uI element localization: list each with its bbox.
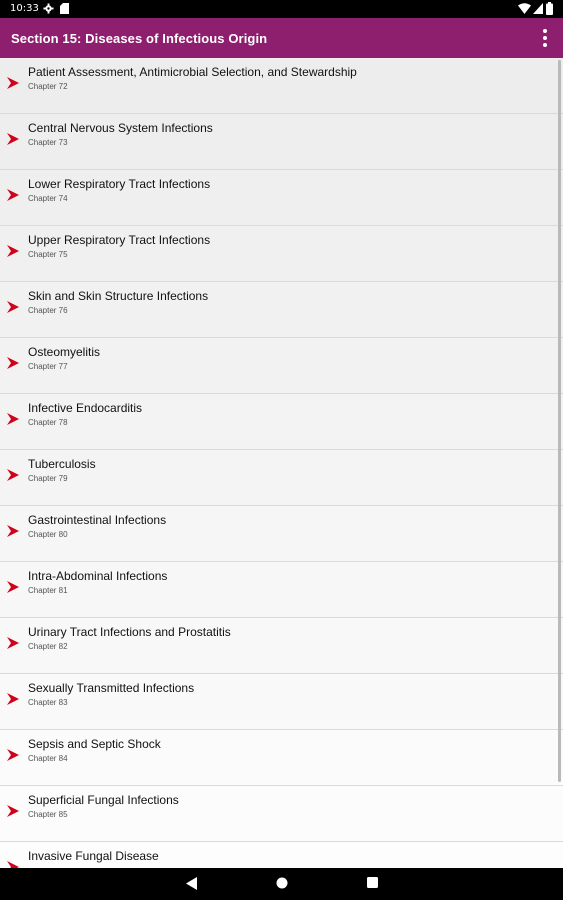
status-bar <box>0 0 563 18</box>
chapter-row[interactable] <box>0 170 563 226</box>
chapter-number: Chapter 77 <box>28 362 68 371</box>
more-options-icon[interactable] <box>541 28 549 48</box>
chapter-number: Chapter 85 <box>28 810 68 819</box>
chevron-right-icon <box>6 412 20 426</box>
scrollbar[interactable] <box>558 60 561 782</box>
chevron-right-icon <box>6 468 20 482</box>
chapter-number: Chapter 83 <box>28 698 68 707</box>
chapter-row[interactable] <box>0 58 563 114</box>
chapter-number: Chapter 76 <box>28 306 68 315</box>
chevron-right-icon <box>6 524 20 538</box>
chapter-title: Urinary Tract Infections and Prostatitis <box>28 625 231 639</box>
chapter-title: Osteomyelitis <box>28 345 101 359</box>
chapter-number: Chapter 72 <box>28 82 68 91</box>
chapter-row[interactable] <box>0 618 563 674</box>
chevron-right-icon <box>6 692 20 706</box>
sd-card-icon <box>60 3 69 14</box>
chapter-list <box>0 58 563 868</box>
chapter-row[interactable] <box>0 786 563 842</box>
chapter-row[interactable] <box>0 226 563 282</box>
chevron-right-icon <box>6 132 20 146</box>
app-bar <box>0 18 563 58</box>
chapter-row[interactable] <box>0 674 563 730</box>
navigation-bar <box>0 868 563 900</box>
chapter-number: Chapter 78 <box>28 418 68 427</box>
chapter-title: Sexually Transmitted Infections <box>28 681 195 695</box>
chevron-right-icon <box>6 188 20 202</box>
chevron-right-icon <box>6 748 20 762</box>
home-icon[interactable] <box>276 877 288 889</box>
chapter-row[interactable] <box>0 562 563 618</box>
chapter-title: Upper Respiratory Tract Infections <box>28 233 211 247</box>
chapter-title: Sepsis and Septic Shock <box>28 737 161 751</box>
chapter-row[interactable] <box>0 506 563 562</box>
chapter-title: Lower Respiratory Tract Infections <box>28 177 211 191</box>
chapter-number: Chapter 81 <box>28 586 68 595</box>
chapter-title: Tuberculosis <box>28 457 96 471</box>
page-title: Section 15: Diseases of Infectious Origin <box>11 31 268 46</box>
settings-icon <box>43 3 54 14</box>
chapter-title: Gastrointestinal Infections <box>28 513 167 527</box>
chapter-row[interactable] <box>0 394 563 450</box>
chapter-number: Chapter 74 <box>28 194 68 203</box>
wifi-icon <box>518 3 531 14</box>
chapter-row[interactable] <box>0 338 563 394</box>
signal-icon <box>533 3 543 14</box>
battery-icon <box>546 2 553 15</box>
chapter-title: Intra-Abdominal Infections <box>28 569 168 583</box>
chapter-title: Patient Assessment, Antimicrobial Selection, and Stewardship <box>28 65 357 79</box>
chapter-row[interactable] <box>0 114 563 170</box>
chapter-number: Chapter 84 <box>28 754 68 763</box>
chapter-title: Central Nervous System Infections <box>28 121 213 135</box>
chapter-row[interactable] <box>0 842 563 868</box>
chevron-right-icon <box>6 860 20 868</box>
chapter-number: Chapter 82 <box>28 642 68 651</box>
chapter-title: Skin and Skin Structure Infections <box>28 289 209 303</box>
chapter-number: Chapter 73 <box>28 138 68 147</box>
chapter-row[interactable] <box>0 282 563 338</box>
chevron-right-icon <box>6 804 20 818</box>
chevron-right-icon <box>6 76 20 90</box>
chapter-row[interactable] <box>0 730 563 786</box>
chapter-title: Invasive Fungal Disease <box>28 849 159 863</box>
chevron-right-icon <box>6 300 20 314</box>
chevron-right-icon <box>6 356 20 370</box>
recents-icon[interactable] <box>367 877 378 888</box>
chapter-title: Superficial Fungal Infections <box>28 793 179 807</box>
chapter-title: Infective Endocarditis <box>28 401 143 415</box>
chevron-right-icon <box>6 244 20 258</box>
back-icon[interactable] <box>186 877 197 890</box>
chapter-number: Chapter 75 <box>28 250 68 259</box>
chapter-number: Chapter 80 <box>28 530 68 539</box>
chapter-number: Chapter 79 <box>28 474 68 483</box>
chapter-row[interactable] <box>0 450 563 506</box>
chevron-right-icon <box>6 636 20 650</box>
chevron-right-icon <box>6 580 20 594</box>
status-time: 10:33 <box>10 3 39 14</box>
